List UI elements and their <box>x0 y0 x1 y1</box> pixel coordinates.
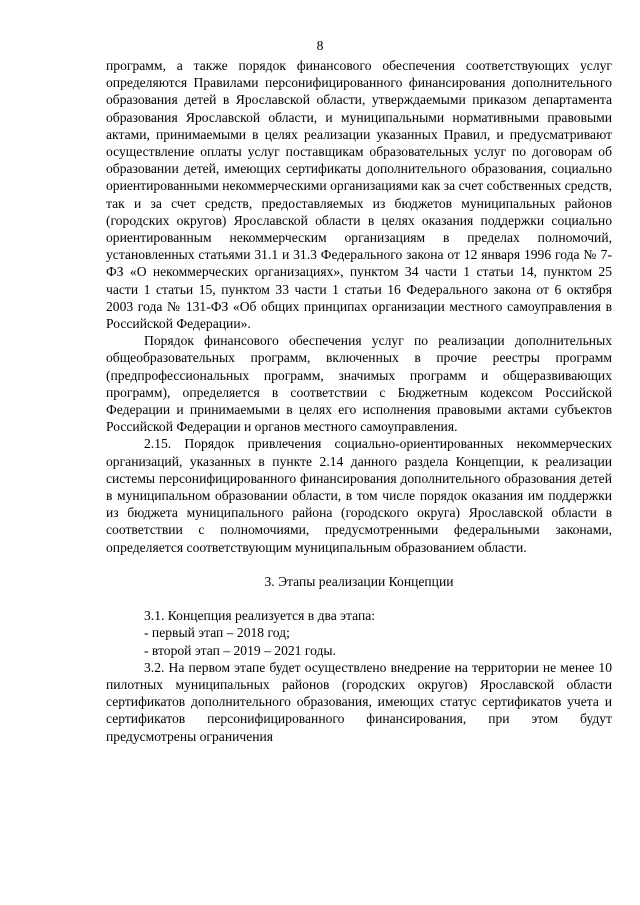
paragraph-financing-order: Порядок финансового обеспечения услуг по реализации дополнительных общеобразовательных программ, включенных в прочие реестры программ (предпрофессиональных программ, значимых программ и общеразвивающих программ), определяется в соответствии с Бюджетным кодексом Российской Федерации и принимаемыми в целях его исполнения правовыми актами субъектов Российской Федерации и органов местного самоуправления. <box>106 333 612 435</box>
paragraph-continuation: программ, а также порядок финансового обеспечения соответствующих услуг определяются Правилами персонифицированного финансирования дополнительного образования детей в Ярославской области, утверждаемыми приказом департамента образования Ярославской области, и муниципальными нормативными правовыми актами, принимаемыми в целях реализации указанных Правил, и предусматривают осуществление оплаты услуг поставщикам образовательных услуг по договорам об образовании детей, имеющих сертификаты дополнительного образования, социально ориентированными некоммерческими организациями как за счет собственных средств, так и за счет средств, предоставляемых из бюджетов муниципальных районов (городских округов) Ярославской области в целях оказания поддержки социально ориентированным некоммерческим организациям в пределах полномочий, установленных статьями 31.1 и 31.3 Федерального закона от 12 января 1996 года № 7-ФЗ «О некоммерческих организациях», пунктом 34 части 1 статьи 14, пунктом 25 части 1 статьи 15, пунктом 33 части 1 статьи 16 Федерального закона от 6 октября 2003 года № 131-ФЗ «Об общих принципах организации местного самоуправления в Российской Федерации». <box>106 58 612 332</box>
paragraph-3-2: 3.2. На первом этапе будет осуществлено внедрение на территории не менее 10 пилотных муниципальных районов (городских округов) Ярославской области сертификатов дополнительного образования, имеющих статус сертификатов учета и сертификатов персонифицированного финансирования, при этом будут предусмотрены ограничения <box>106 659 612 744</box>
section-heading: 3. Этапы реализации Концепции <box>264 573 454 589</box>
paragraph-2-15: 2.15. Порядок привлечения социально-ориентированных некоммерческих организаций, указанных в пункте 2.14 данного раздела Концепции, к реализации системы персонифицированного финансирования дополнительного образования детей в муниципальном образовании области, в том числе порядок оказания им поддержки из бюджета муниципального района (городского округа) Ярославской области в соответствии с полномочиями, предусмотренными федеральными законами, определяется соответствующим муниципальным образованием области. <box>106 436 612 555</box>
stage-item-2: - второй этап – 2019 – 2021 годы. <box>144 642 336 658</box>
paragraph-3-1: 3.1. Концепция реализуется в два этапа: <box>144 608 376 624</box>
page-number: 8 <box>316 38 324 53</box>
document-body <box>106 57 612 745</box>
stage-item-1: - первый этап – 2018 год; <box>144 625 290 641</box>
